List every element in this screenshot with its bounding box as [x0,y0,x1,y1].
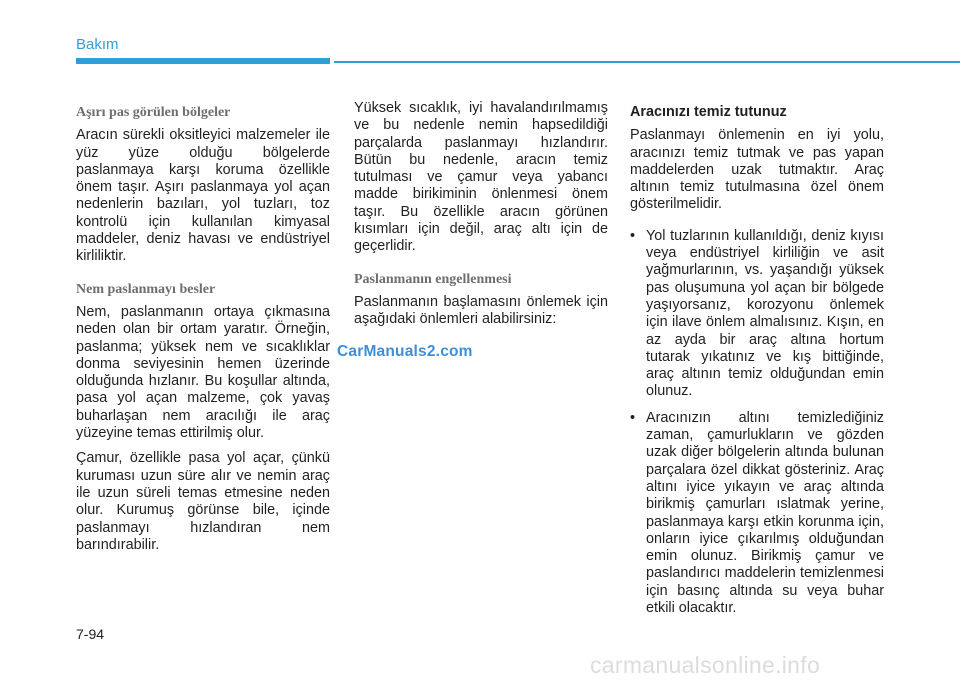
heading-rust-areas: Aşırı pas görülen bölgeler [76,105,231,120]
list-item [630,410,884,618]
column-left [76,104,330,562]
list-item-text: Yol tuzlarının kullanıldığı, deniz kıyısı veya endüstriyel kirliliğin ve asit yağmurlarının, vs. yaşandığı yüksek pas oluşumuna yol açan bir bölgede yaşıyorsanız, korozyonu önlemek için ilave önlem almalısınız. Kışın, en az ayda bir araç altına hortum tutarak yıkatınız ve kış bittiğinde, araç altının temiz olduğundan emin olunuz. [646,227,884,400]
page-number: 7-94 [76,626,105,642]
paragraph: Aracın sürekli oksitleyici malzemeler ile yüz yüze olduğu bölgelerde paslanmaya karşı koruma özellikle önem taşır. Aşırı paslanmaya yol açan nedenlerin bazıları, yol tuzları, toz kontrolü için kullanılan kimyasal maddeler, deniz havası ve endüstriyel kirliliktir. [76,127,330,265]
bullet-list [630,228,884,618]
list-item-text: Aracınızın altını temizlediğiniz zaman, çamurlukların ve gözden uzak diğer bölgelerin altında bulunan parçalara özel dikkat gösteriniz. Araç altını iyice yıkayın ve araç altında birikmiş çamurları ıslatmak yerine, paslanmaya karşı etkin korunma için, onların iyice çıkarılmış olduğundan emin olunuz. Birikmiş çamur ve paslandırıcı maddelerin temizlenmesi için basınç altında su veya buhar etkili olacaktır. [646,409,884,617]
column-middle [354,100,608,337]
paragraph: Yüksek sıcaklık, iyi havalandırılmamış ve bu nedenle nemin hapsedildiği parçalarda paslanmayı hızlandırır. Bütün bu nedenle, aracın temiz tutulması ve çamur veya yabancı madde birikiminin önlenmesi önem taşır. Bu özellikle aracın görünen kısımları için değil, araç altı için de geçerlidir. [354,100,608,255]
section-title: Bakım [76,36,119,53]
heading-moisture: Nem paslanmayı besler [76,281,216,297]
header-rule-thin [334,61,960,63]
paragraph: Çamur, özellikle pasa yol açar, çünkü kuruması uzun süre alır ve nemin araç ile uzun süreli temas etmesine neden olur. Kurumuş görünse bile, içinde paslanmayı hızlandıran nem barındırabilir. [76,450,330,553]
footer-watermark: carmanualsonline.info [590,652,821,678]
paragraph: Nem, paslanmanın ortaya çıkmasına neden olan bir ortam yaratır. Örneğin, paslanma; yüksek nem ve sıcaklıklar donma seviyesinin hemen üzerinde olduğunda hızlanır. Bu koşullar altında, pasa yol açan malzeme, çok yavaş buharlaşan nem aracılığı ile araç yüzeyine temas ettirilmiş olur. [76,303,330,442]
list-item [630,228,884,401]
paragraph: Paslanmayı önlemenin en iyi yolu, aracınızı temiz tutmak ve pas yapan maddelerden uzak tutmaktır. Araç altının temiz tutulmasına özel önem gösterilmelidir. [630,127,884,213]
paragraph: Paslanmanın başlamasını önlemek için aşağıdaki önlemleri alabilirsiniz: [354,293,608,328]
heading-rust-prevention: Paslanmanın engellenmesi [354,271,512,287]
watermark-logo[interactable]: CarManuals2.com [337,343,473,360]
bullet-icon: • [630,409,636,426]
header-rule-thick [76,58,330,64]
column-right [630,104,884,626]
heading-keep-clean: Aracınızı temiz tutunuz [630,104,787,120]
bullet-icon: • [630,227,636,244]
